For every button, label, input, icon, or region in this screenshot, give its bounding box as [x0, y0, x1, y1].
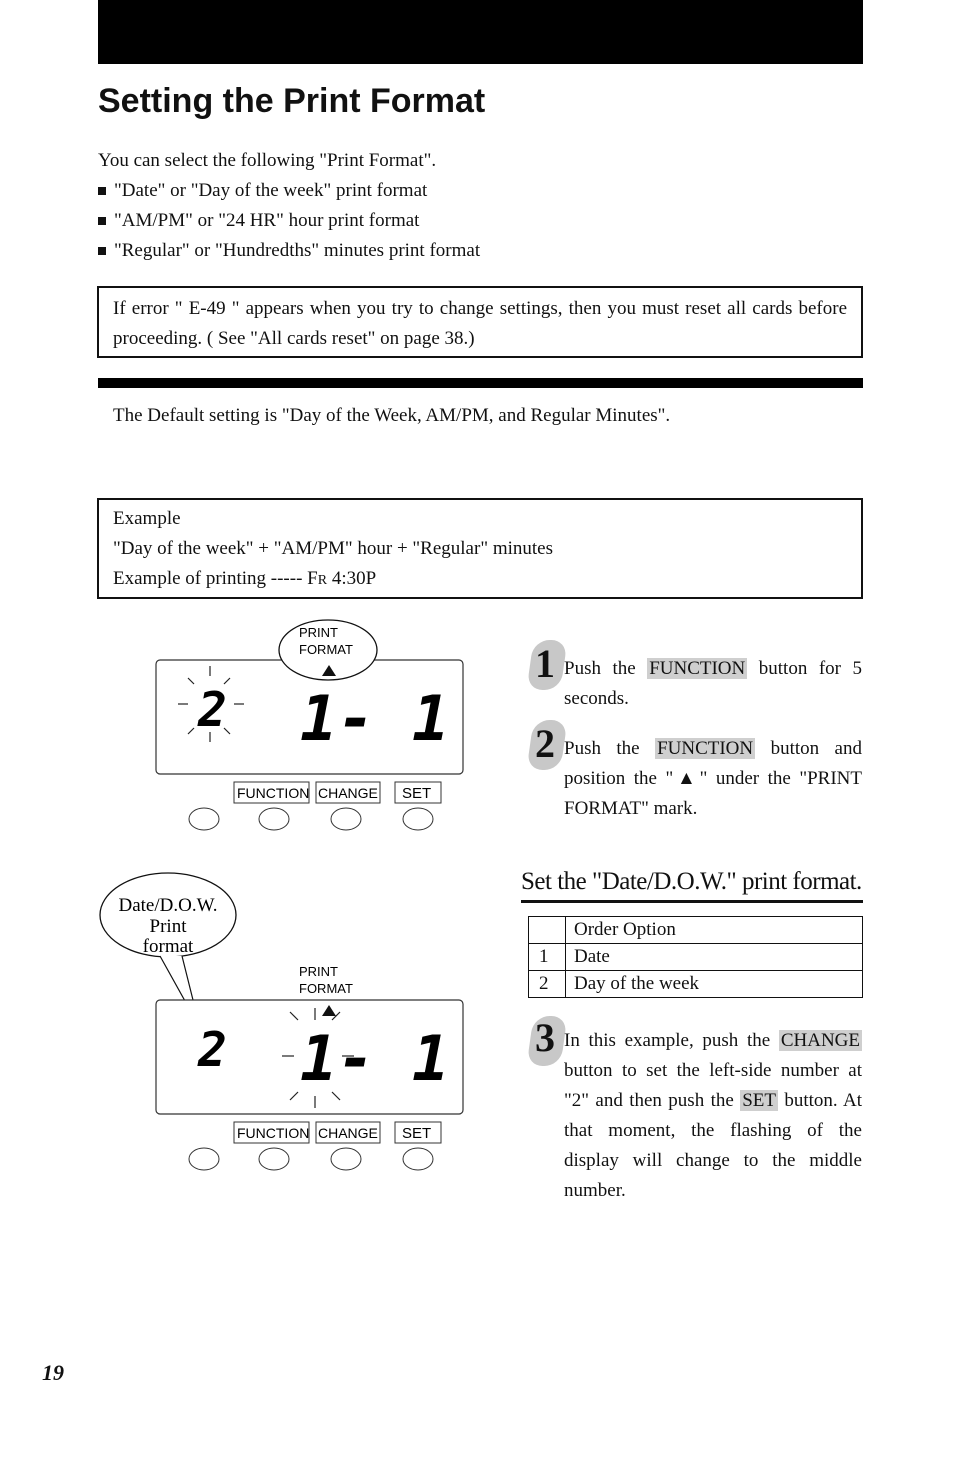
intro-section — [98, 146, 480, 266]
lcd-digit-right: 1 — [412, 1022, 450, 1095]
bullet-square-icon — [98, 247, 106, 255]
list-item: "Regular" or "Hundredths" minutes print format — [98, 236, 480, 266]
function-button[interactable] — [259, 808, 289, 830]
section-subheading: Set the "Date/D.O.W." print format. — [521, 866, 863, 903]
set-button-label: SET — [402, 785, 432, 802]
bullet-square-icon — [98, 187, 106, 195]
table-row: 2 Day of the week — [529, 971, 863, 998]
options-table — [528, 916, 863, 998]
page-number: 19 — [42, 1360, 64, 1385]
change-button[interactable] — [331, 1148, 361, 1170]
set-button[interactable] — [403, 1148, 433, 1170]
function-button-ref: FUNCTION — [657, 738, 754, 759]
set-button[interactable] — [403, 808, 433, 830]
error-note-box: If error " E-49 " appears when you try to change settings, then you must reset all cards before proceeding. ( See "All cards reset" on page 38.) — [97, 286, 863, 358]
header-bar — [98, 0, 863, 64]
step-2-number: 2 — [535, 721, 555, 766]
function-button-label: FUNCTION — [237, 1125, 310, 1141]
print-format-label-2: FORMAT — [299, 981, 353, 996]
print-format-label-2: FORMAT — [299, 642, 353, 657]
step-3-number: 3 — [535, 1015, 555, 1060]
list-item: "Date" or "Day of the week" print format — [98, 176, 480, 206]
lcd-digit-right: 1 — [412, 682, 450, 755]
callout-line-1: Date/D.O.W. — [118, 895, 218, 916]
device-button[interactable] — [189, 808, 219, 830]
callout-line-3: format — [142, 936, 194, 957]
list-item: "AM/PM" or "24 HR" hour print format — [98, 206, 480, 236]
lcd-digit-middle: 1- — [300, 1022, 375, 1095]
step-3-text: In this example, push the CHANGE button to set the left-side number at "2" and then push the SET button. At that moment, the flashing of the display will change to the middle number. — [564, 1030, 862, 1201]
change-button-label: CHANGE — [318, 1125, 378, 1141]
set-button-ref: SET — [742, 1090, 776, 1111]
page-title: Setting the Print Format — [98, 82, 486, 120]
step-2-text: Push the FUNCTION button and position the "▲" under the "PRINT FORMAT" mark. — [564, 738, 862, 819]
example-box — [97, 498, 863, 599]
table-header-row — [529, 917, 863, 944]
example-line1: "Day of the week" + "AM/PM" hour + "Regular" minutes — [113, 538, 553, 559]
device-panel-diagram-2 — [96, 870, 480, 1180]
set-button-label: SET — [402, 1125, 432, 1142]
print-format-label-1: PRINT — [299, 964, 338, 979]
example-heading: Example — [113, 508, 181, 529]
lcd-digit-left: 2 — [198, 1022, 227, 1078]
function-button-ref: FUNCTION — [649, 658, 746, 679]
bullet-square-icon — [98, 217, 106, 225]
table-header: Order Option — [566, 917, 863, 944]
intro-lead: You can select the following "Print Format". — [98, 150, 437, 171]
print-format-label-1: PRINT — [299, 625, 338, 640]
change-button-label: CHANGE — [318, 785, 378, 801]
lcd-digit-middle: 1- — [300, 682, 375, 755]
device-panel-diagram-1 — [150, 612, 480, 837]
lcd-digit-left: 2 — [198, 682, 227, 738]
change-button[interactable] — [331, 808, 361, 830]
device-button[interactable] — [189, 1148, 219, 1170]
table-row: 1 Date — [529, 944, 863, 971]
function-button-label: FUNCTION — [237, 785, 310, 801]
change-button-ref: CHANGE — [780, 1030, 860, 1051]
section-divider — [98, 378, 863, 388]
callout-line-2: Print — [149, 916, 187, 937]
default-setting-note: The Default setting is "Day of the Week, AM/PM, and Regular Minutes". — [113, 405, 671, 426]
example-line2: Example of printing ----- FR 4:30P — [113, 568, 377, 589]
step-1-number: 1 — [535, 641, 555, 686]
function-button[interactable] — [259, 1148, 289, 1170]
step-1-text: Push the FUNCTION button for 5 seconds. — [564, 658, 862, 709]
